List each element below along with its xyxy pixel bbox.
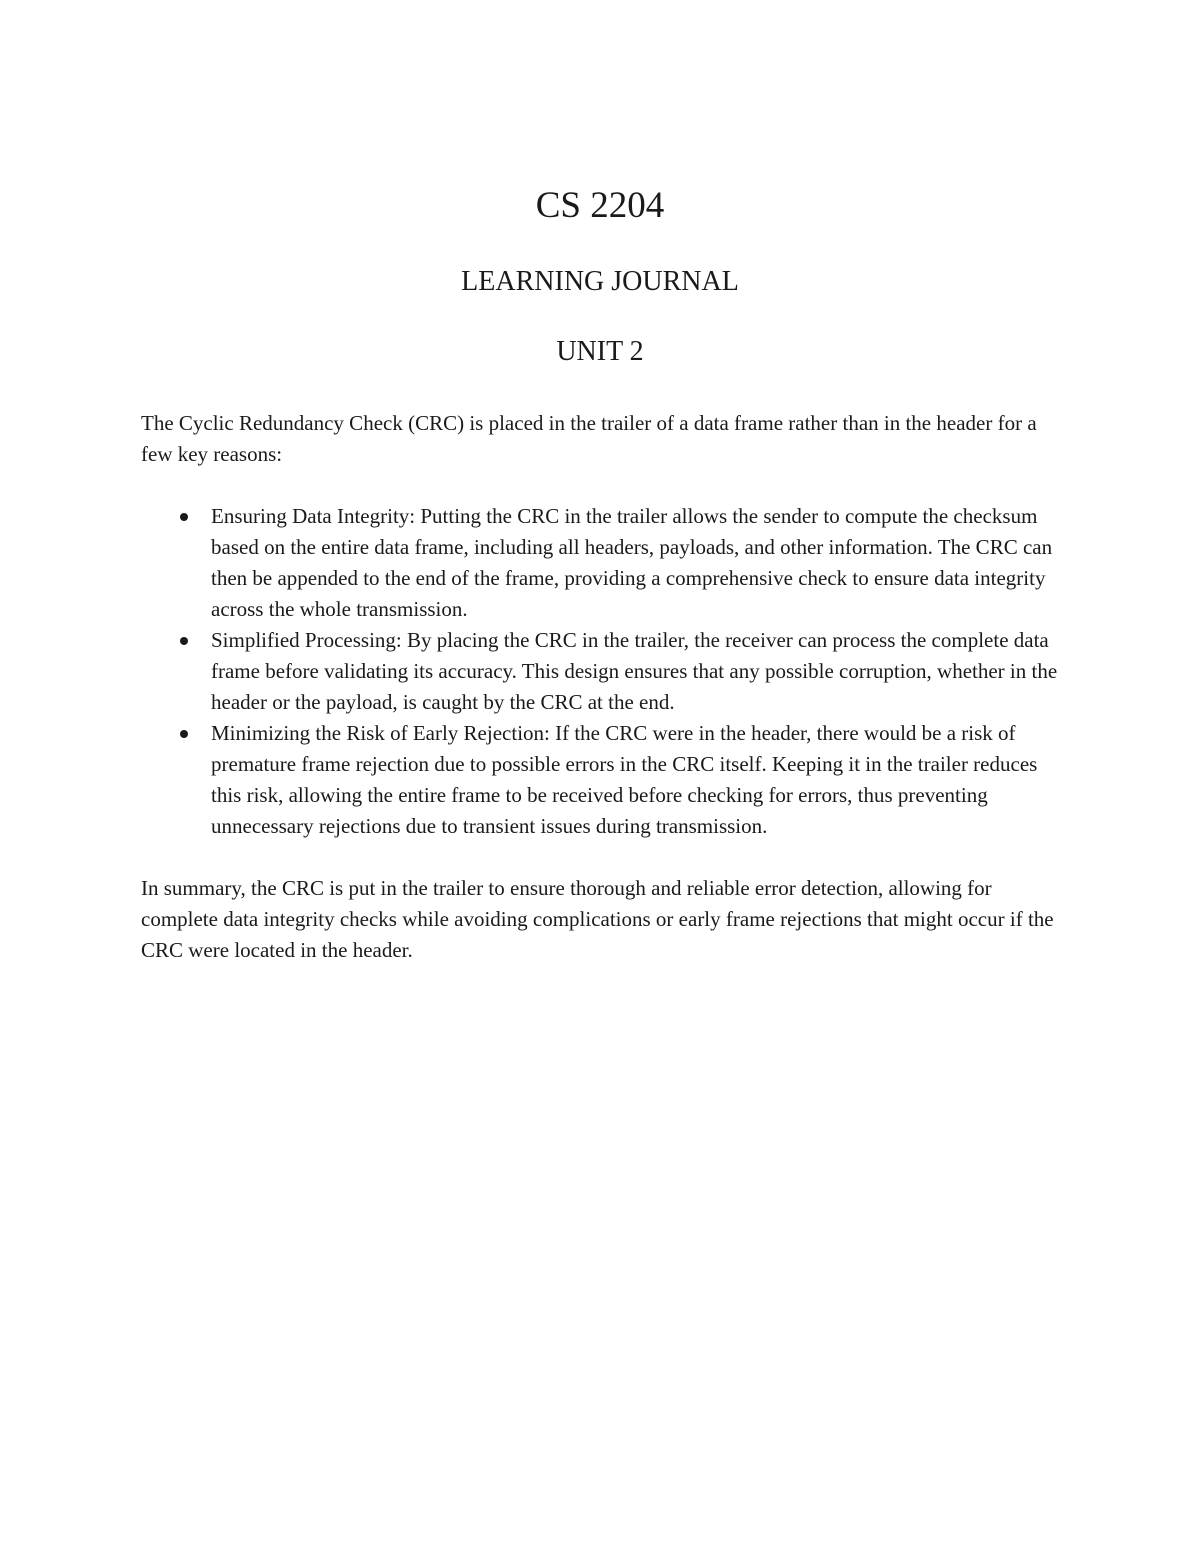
unit-title: UNIT 2 <box>556 336 644 367</box>
list-item <box>141 501 1071 625</box>
list-item-text: Simplified Processing: By placing the CRC in the trailer, the receiver can process the complete data frame before validating its accuracy. This design ensures that any possible corruption, whether in the header or the payload, is caught by the CRC at the end. <box>211 628 1058 714</box>
journal-title: LEARNING JOURNAL <box>461 266 739 297</box>
summary-paragraph: In summary, the CRC is put in the trailer to ensure thorough and reliable error detection, allowing for complete data integrity checks while avoiding complications or early frame rejections that might occur if the CRC were located in the header. <box>141 876 1054 962</box>
list-item-text: Ensuring Data Integrity: Putting the CRC in the trailer allows the sender to compute the checksum based on the entire data frame, including all headers, payloads, and other information. The CRC can then be appended to the end of the frame, providing a comprehensive check to ensure data integrity across the whole transmission. <box>211 504 1053 621</box>
list-item-text: Minimizing the Risk of Early Rejection: If the CRC were in the header, there would be a risk of premature frame rejection due to possible errors in the CRC itself. Keeping it in the trailer reduces this risk, allowing the entire frame to be received before checking for errors, thus preventing unnecessary rejections due to transient issues during transmission. <box>211 721 1038 838</box>
list-item <box>141 625 1071 718</box>
list-item <box>141 718 1071 842</box>
bullet-icon <box>180 730 188 738</box>
bullet-icon <box>180 513 188 521</box>
course-title: CS 2204 <box>535 185 665 226</box>
reasons-list <box>141 501 1071 842</box>
bullet-icon <box>180 637 188 645</box>
intro-paragraph: The Cyclic Redundancy Check (CRC) is placed in the trailer of a data frame rather than in the header for a few key reasons: <box>141 411 1037 466</box>
